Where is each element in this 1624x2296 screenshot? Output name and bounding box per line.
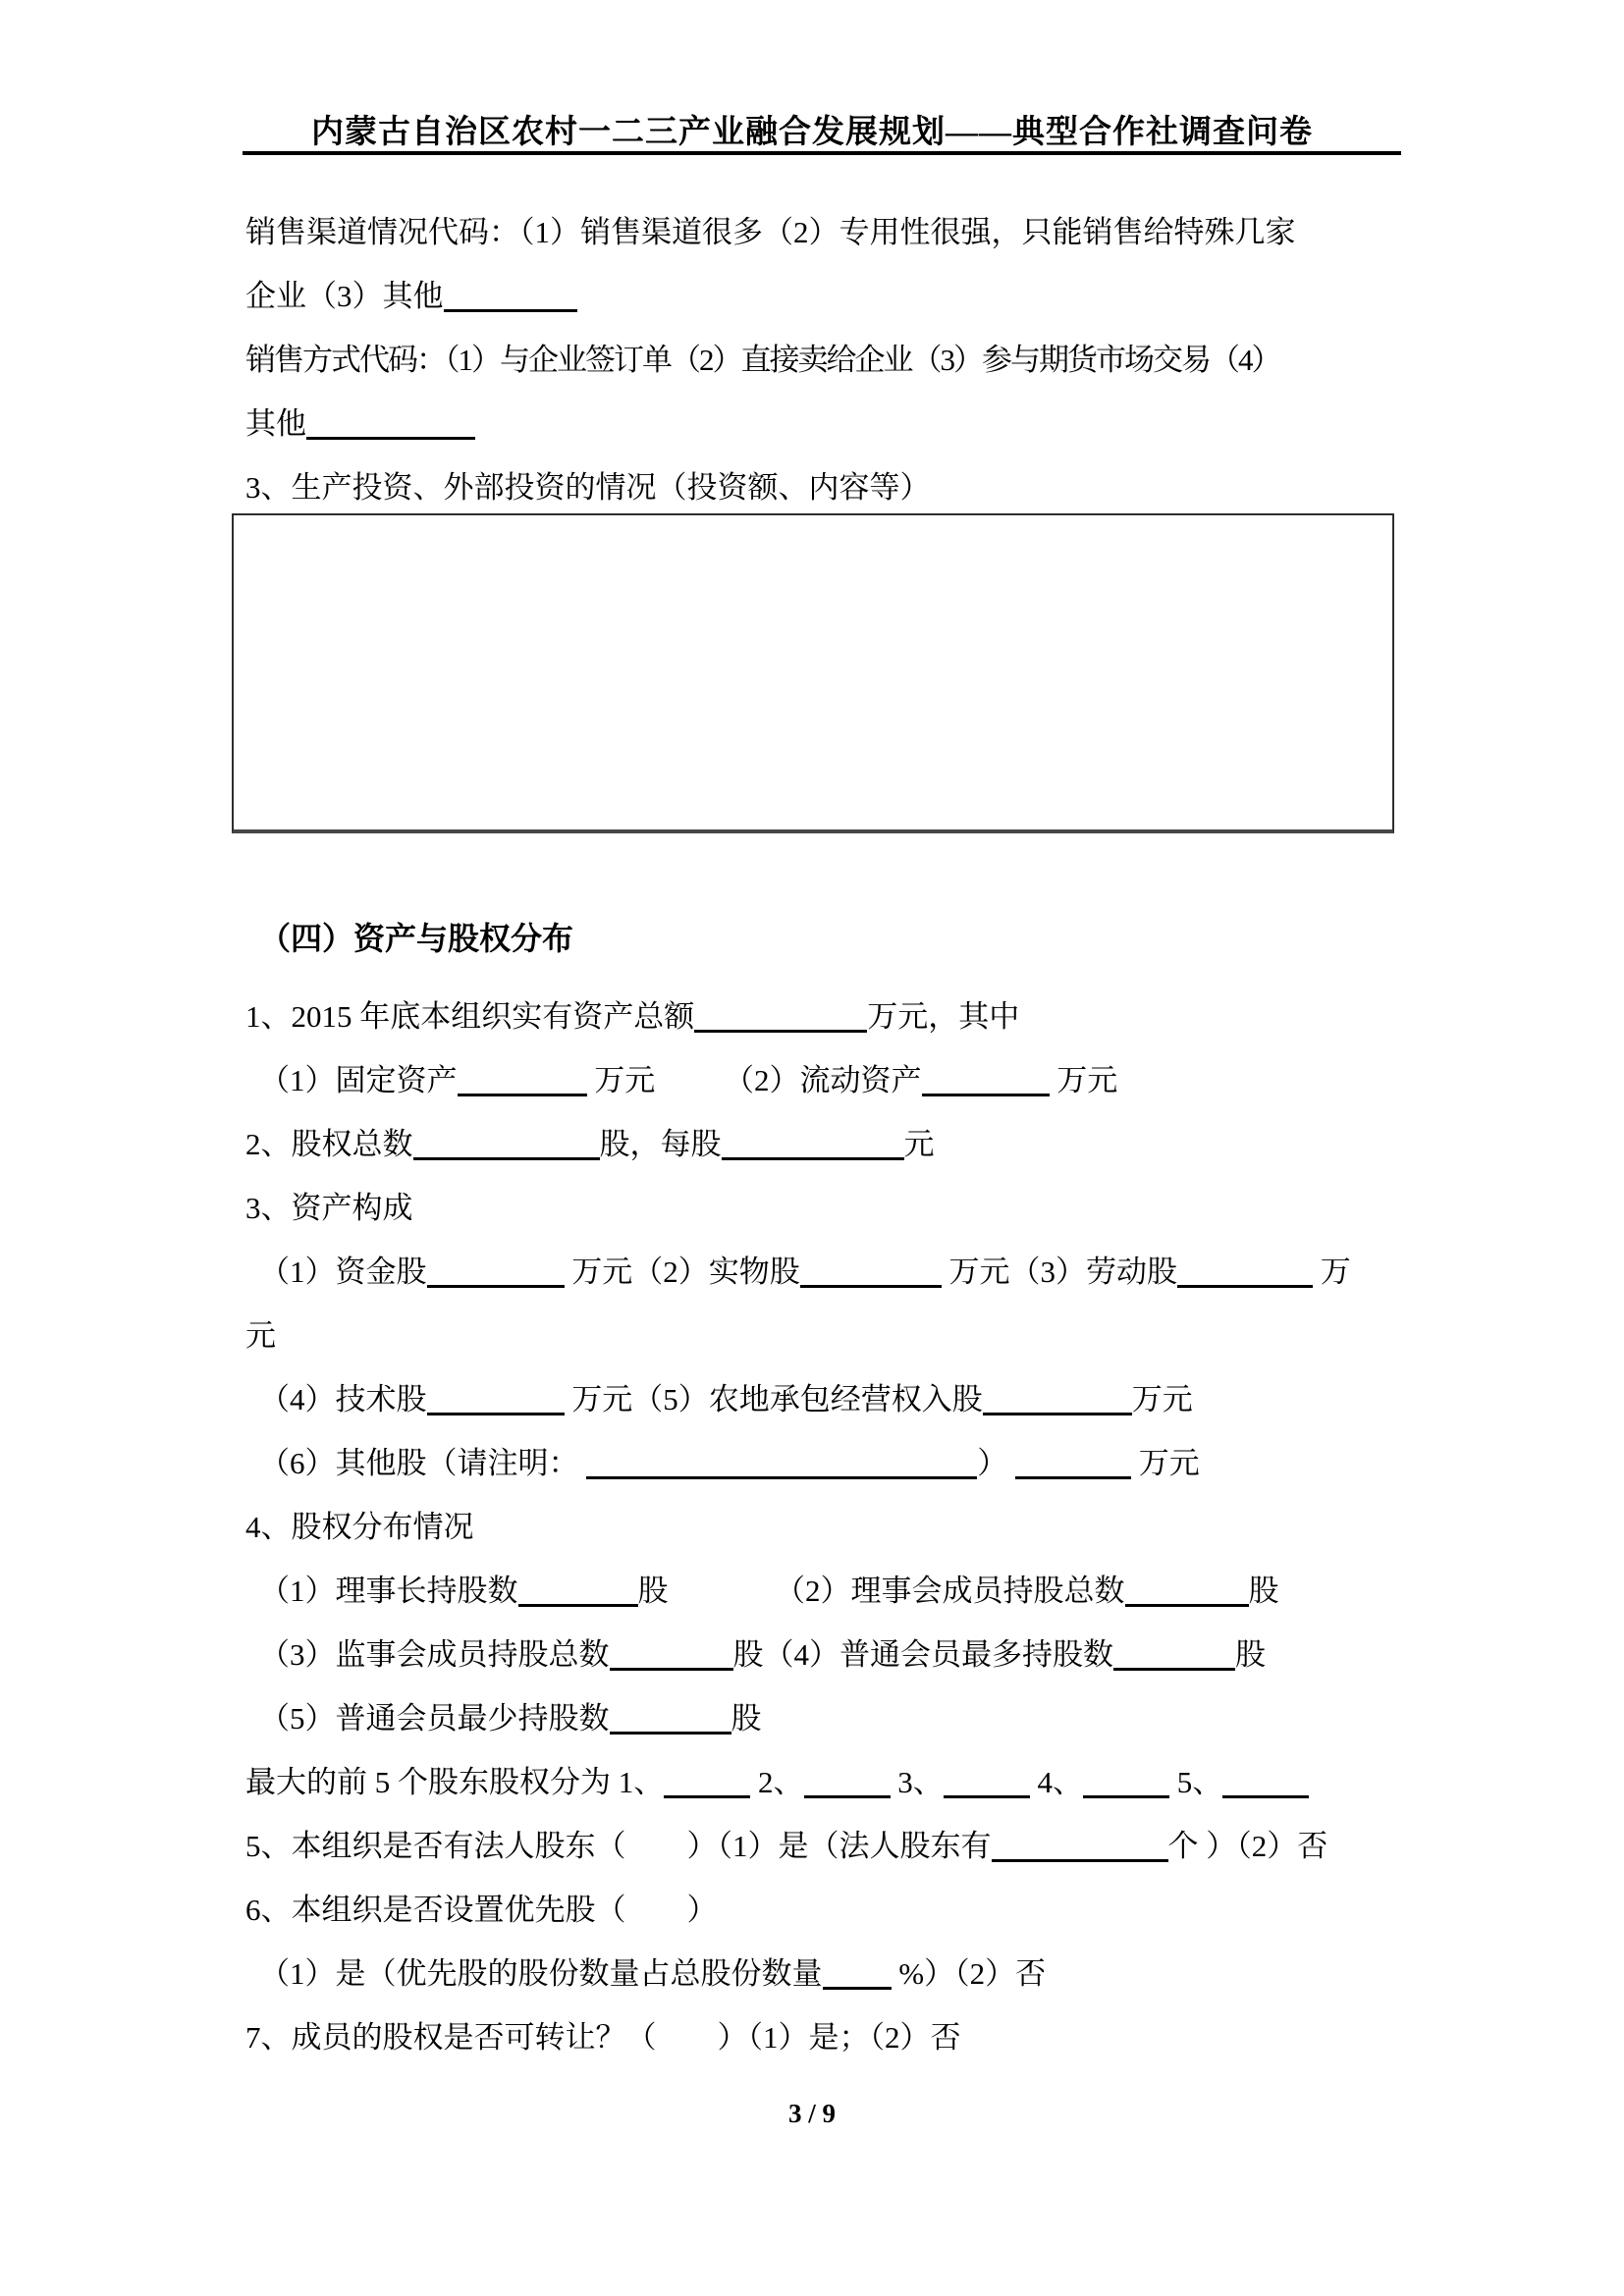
fill-in-blank (804, 1795, 891, 1798)
text-run: 万 (1313, 1255, 1351, 1289)
q4-equity-distribution (245, 1495, 1404, 1559)
q3-item-6 (245, 1431, 1404, 1495)
text-run: 股 (1235, 1637, 1266, 1672)
text-run: 销售渠道情况代码：（1）销售渠道很多（2）专用性很强，只能销售给特殊几家 (245, 215, 1296, 249)
fill-in-blank (586, 1476, 977, 1479)
text-run: 2、股权总数 (245, 1127, 413, 1161)
text-run: 3、 (890, 1765, 944, 1799)
text-run: （1）理事长持股数 (259, 1574, 518, 1608)
fill-in-blank (922, 1094, 1050, 1096)
q4-item-5 (245, 1686, 1404, 1750)
text-run: 股 (731, 1701, 762, 1735)
text-run: 2、 (750, 1765, 804, 1799)
text-run: 万元（2）实物股 (564, 1255, 800, 1289)
fill-in-blank (694, 1030, 867, 1033)
text-run: ） (977, 1446, 1015, 1480)
text-run: 股（4）普通会员最多持股数 (732, 1637, 1113, 1672)
fill-in-blank (983, 1413, 1132, 1415)
text-run: %）（2）否 (891, 1956, 1047, 1991)
fill-in-blank (823, 1987, 892, 1990)
text-run: 万元，其中 (867, 999, 1020, 1034)
sales-channel-codes-line-1 (245, 200, 1404, 264)
q1-asset-breakdown (245, 1048, 1404, 1112)
text-run: 3、资产构成 (245, 1191, 413, 1225)
text-run: 万元 (1131, 1446, 1200, 1480)
fill-in-blank (458, 1094, 587, 1096)
q3-asset-composition (245, 1176, 1404, 1240)
investment-answer-box (232, 513, 1394, 833)
text-run: 万元 (1049, 1063, 1118, 1097)
q6-preferred-shares (245, 1878, 1404, 1942)
text-run: 最大的前 5 个股东股权分为 1、 (245, 1765, 665, 1799)
text-run: 4、股权分布情况 (245, 1510, 474, 1544)
text-run: （3）监事会成员持股总数 (259, 1637, 610, 1672)
q3-items-1-2-3 (245, 1240, 1404, 1304)
q7-share-transfer (245, 2005, 1404, 2069)
q4-items-3-4 (245, 1623, 1404, 1686)
text-run: （1）资金股 (259, 1255, 427, 1289)
q4-items-1-2 (245, 1559, 1404, 1623)
text-run: 7、成员的股权是否可转让？（ ）（1）是；（2）否 (245, 2020, 961, 2055)
fill-in-blank (1083, 1795, 1169, 1798)
q3-items-4-5 (245, 1367, 1404, 1431)
text-run: 股 (1248, 1574, 1279, 1608)
text-run: （1）是（优先股的股份数量占总股份数量 (259, 1956, 823, 1991)
question-3-investment (245, 455, 1404, 519)
fill-in-blank (1113, 1668, 1235, 1671)
text-run: （4）技术股 (259, 1382, 427, 1416)
text-run: 销售方式代码：（1）与企业签订单（2）直接卖给企业（3）参与期货市场交易（4） (245, 343, 1280, 377)
fill-in-blank (1015, 1476, 1131, 1479)
sales-channel-codes-line-2 (245, 264, 1404, 328)
fill-in-blank (413, 1157, 600, 1160)
text-run: （6）其他股（请注明： (259, 1446, 587, 1480)
text-run: 万元 （2）流动资产 (586, 1063, 922, 1097)
q4-top5-shareholders (245, 1750, 1404, 1814)
fill-in-blank (1177, 1285, 1313, 1288)
fill-in-blank (610, 1732, 731, 1735)
q1-total-assets (245, 985, 1404, 1048)
fill-in-blank (1222, 1795, 1309, 1798)
text-run: 股 （2）理事会成员持股总数 (637, 1574, 1125, 1608)
q3-items-continuation (245, 1304, 1404, 1367)
text-run: 元 (245, 1318, 276, 1353)
fill-in-blank (444, 309, 577, 312)
fill-in-blank (992, 1859, 1168, 1862)
fill-in-blank (1125, 1604, 1249, 1607)
text-run: 1、2015 年底本组织实有资产总额 (245, 999, 695, 1034)
page-number: 3 / 9 (787, 2099, 836, 2128)
text-run: 万元 (1131, 1382, 1193, 1416)
text-run: 万元（5）农地承包经营权入股 (564, 1382, 983, 1416)
text-run: 5、 (1169, 1765, 1223, 1799)
text-run: 3、生产投资、外部投资的情况（投资额、内容等） (245, 470, 931, 505)
q2-total-shares (245, 1112, 1404, 1176)
q6-item-1 (245, 1942, 1404, 2005)
fill-in-blank (722, 1157, 904, 1160)
fill-in-blank (306, 437, 475, 440)
text-run: 企业（3）其他 (245, 279, 444, 313)
text-run: （1）固定资产 (259, 1063, 458, 1097)
document-title: 内蒙古自治区农村一二三产业融合发展规划——典型合作社调查问卷 (311, 115, 1313, 150)
section-4-heading (245, 907, 1404, 971)
fill-in-blank (610, 1668, 733, 1671)
text-run: 元 (903, 1127, 935, 1161)
text-run: 6、本组织是否设置优先股（ ） (245, 1893, 718, 1927)
sales-method-codes-line-2 (245, 392, 1404, 455)
fill-in-blank (664, 1795, 750, 1798)
fill-in-blank (944, 1795, 1030, 1798)
header-rule (243, 151, 1401, 155)
text-run: 其他 (245, 406, 306, 441)
fill-in-blank (427, 1285, 565, 1288)
text-run: 股，每股 (599, 1127, 722, 1161)
text-run: 个 ）（2）否 (1167, 1829, 1328, 1863)
text-run: 万元（3）劳动股 (941, 1255, 1177, 1289)
text-run: 4、 (1029, 1765, 1083, 1799)
q5-corporate-shareholders (245, 1814, 1404, 1878)
fill-in-blank (518, 1604, 638, 1607)
sales-method-codes-line-1 (245, 328, 1404, 392)
document-content (245, 200, 1404, 2069)
text-run: 5、本组织是否有法人股东（ ）（1）是（法人股东有 (245, 1829, 992, 1863)
text-run: （5）普通会员最少持股数 (259, 1701, 610, 1735)
fill-in-blank (800, 1285, 942, 1288)
text-run: （四）资产与股权分布 (259, 921, 574, 956)
fill-in-blank (427, 1413, 565, 1415)
